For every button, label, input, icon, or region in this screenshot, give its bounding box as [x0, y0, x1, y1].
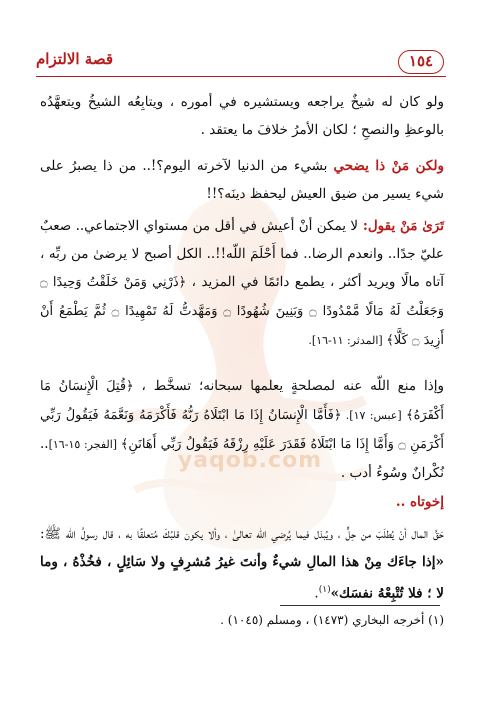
section-heading [40, 488, 444, 516]
footnote: (١) أخرجه البخاري (١٤٧٣) ، ومسلم (١٠٤٥) . [220, 613, 444, 627]
section-title: إخوتاه .. [395, 494, 444, 510]
quran-verse-fajr: ﴿فَأَمَّا الْإِنسَانُ إِذَا مَا ابْتَلَاهُ رَبُّهُ فَأَكْرَمَهُ وَنَعَّمَهُ فَيَقُولُ رَبِّي أَكْرَمَنِ ۝ وَأَمَّا إِذَا مَا ابْتَلَاهُ فَقَدَرَ عَلَيْهِ رِزْقَهُ فَيَقُولُ رَبِّي أَهَانَنِ﴾ [40, 408, 444, 452]
paragraph-1 [40, 88, 444, 144]
paragraph-2-rest: بشيء من الدنيا لآخرته اليوم؟!.. من ذا يصبرُ على شيء يسير من ضيق العيش ليحفظ دينَه؟!! [40, 158, 444, 202]
paragraph-5-text: حَقَّ المال أنْ يُطلَبَ من حِلٍّ ، ويُبذل فيما يُرضي اللّه تعالىٰ ، وألا يكون قلبُكَ مُتعلقًا به ، قال رسولُ اللّه ﷺ: [40, 526, 444, 542]
paragraph-3-text: لا يمكن أنْ أعيش في أقل من مستواي الاجتماعي.. صعبٌ عليّ جدًا.. وانعدم الرضا.. فما أَحْلَمَ اللّه!!.. الكل أصبح لا يرضىٰ من ربِّه ، آتاه مالًا ويريد أكثر ، يطمع دائمًا في المزيد ، [40, 218, 444, 290]
paragraph-4 [40, 372, 444, 487]
paragraph-5-end: . [314, 585, 319, 602]
quran-verse-muddaththir: ﴿ذَرْنِي وَمَنْ خَلَقْتُ وَحِيدًا ۝ وَجَعَلْتُ لَهُ مَالًا مَّمْدُودًا ۝ وَبَنِينَ شُهُودًا ۝ وَمَهَّدتُّ لَهُ تَمْهِيدًا ۝ ثُمَّ يَطْمَعُ أَنْ أَزِيدَ ۝ كَلَّا﴾ [40, 275, 444, 348]
paragraph-2 [40, 152, 444, 208]
paragraph-5 [40, 520, 444, 608]
paragraph-3-lead: تَرَىٰ مَنْ يقول: [358, 218, 445, 234]
quran-reference-fajr: [الفجر: ١٥-١٦] [48, 438, 121, 451]
hadith-quote: «إذا جاءَك مِنْ هذا المالِ شيءٌ وأنتَ غيرُ مُشرِفٍ ولا سَائِلٍ ، فخُذْهُ ، وما لا ؛ فلا تُتْبِعْهُ نفسَك» [40, 554, 444, 602]
quran-reference-muddaththir: [المدثر: ١١-١٦]. [308, 334, 387, 347]
footnote-divider [280, 605, 440, 606]
book-title: قصة الالتزام [36, 50, 113, 68]
quran-verse-abasa: ﴿قُتِلَ الْإِنسَانُ مَا أَكْفَرَهُ﴾ [40, 379, 444, 423]
page-header [36, 50, 446, 80]
paragraph-1-text: ولو كان له شيخٌ يراجعه ويستشيره في أموره ، ويتابِعُه الشيخُ ويتعهَّدُه بالوعظِ والنصحِ ؛ لكان الأمرُ خلافَ ما يعتقد . [40, 94, 444, 138]
header-divider [36, 76, 446, 77]
page-number-badge: ١٥٤ [398, 50, 444, 74]
paragraph-4-ending: .. نُكْرانٌ وسُوءُ أدب . [40, 436, 444, 481]
watermark-text: yaqob.com [177, 448, 323, 473]
footnote-marker: (١) [318, 585, 331, 595]
paragraph-4-text: وإذا منع اللّه عنه لمصلحةٍ يعلمها سبحانه؛ تسخَّط ، [133, 378, 444, 394]
quran-reference-abasa: [عبس: ١٧]. [341, 409, 406, 422]
paragraph-2-lead: ولكن مَنْ ذا يضحي [333, 158, 444, 174]
paragraph-3 [40, 212, 444, 355]
